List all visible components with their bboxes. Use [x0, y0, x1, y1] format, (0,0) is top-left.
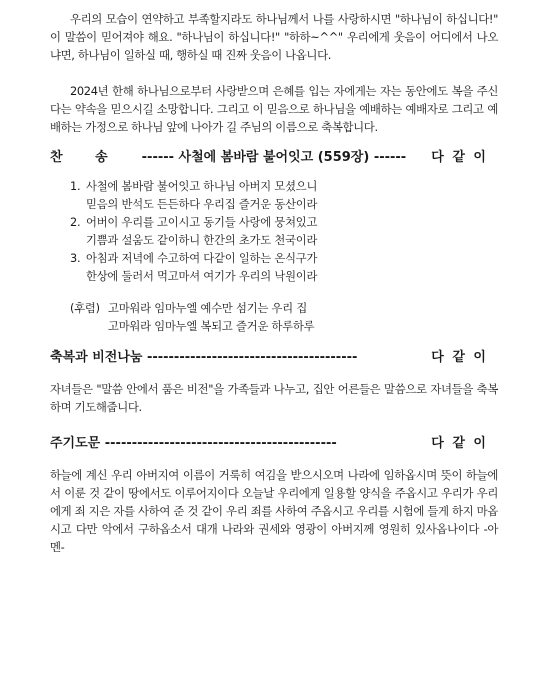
verse-line: 한상에 둘러서 먹고마셔 여기가 우리의 낙원이라 [86, 270, 318, 283]
verse-number: 2. [70, 216, 81, 229]
hymn-verse [70, 178, 370, 214]
hymn-verse [70, 250, 370, 286]
blessing-title: 축복과 비전나눔 --------------------------------------- [50, 349, 358, 365]
verse-line: 어버이 우리를 고이시고 동기들 사랑에 뭉쳐있고 [86, 216, 318, 229]
prayer-text: 하늘에 계신 우리 아버지여 이름이 거룩히 여김을 받으시오며 나라에 임하옵시며 뜻이 하늘에서 이룬 것 같이 땅에서도 이루어지이다 오늘날 우리에게 일용할 양식을 주옵시고 우리가 우리에게 죄 지은 자를 사하여 준 것 같이 우리 죄를 사하여 주옵시고 우리를 시험에 들게 하지 마옵시고 다만 악에서 구하옵소서 대개 나라와 권세와 영광이 아버지께 영원히 있사옵나이다 -아멘- [50, 468, 498, 554]
prayer-title: 주기도문 ------------------------------------------- [50, 435, 337, 451]
hymn-title: ------ 사철에 봄바람 불어잇고 (559장) ------ [141, 149, 407, 165]
verse-line: 사철에 봄바람 불어잇고 하나님 아버지 모셨으니 [86, 180, 318, 193]
prayer-heading [50, 430, 488, 452]
blessing-who: 다 같 이 [431, 349, 488, 365]
intro-paragraph-2: 2024년 한해 하나님으로부터 사랑받으며 은혜를 입는 자에게는 자는 동안에도 복을 주신다는 약속을 믿으시길 소망합니다. 그리고 이 믿음으로 하나님을 예배하는 예배자로 그리고 예배하는 가정으로 하나님 앞에 나아가 길 주님의 이름으로 축복합니다. [50, 84, 498, 134]
verse-line: 아침과 저녁에 수고하여 다같이 일하는 온식구가 [86, 252, 318, 265]
blessing-heading [50, 344, 488, 366]
hymn-verses [70, 178, 370, 286]
verse-number: 3. [70, 252, 81, 265]
verse-line: 기쁨과 설움도 같이하니 한간의 초가도 천국이라 [86, 234, 318, 247]
intro-paragraph-1: 우리의 모습이 연약하고 부족할지라도 하나님께서 나를 사랑하시면 "하나님이 하십니다!" 이 말씀이 믿어져야 해요. "하나님이 하십니다!" "하하~^^" 우리에게 웃음이 어디에서 나오냐면, 하나님이 일하실 때, 행하실 때 진짜 웃음이 나옵니다. [50, 12, 498, 62]
refrain-line: 고마워라 임마누엘 예수만 섬기는 우리 집 [108, 302, 308, 315]
verse-line: 믿음의 반석도 든든하다 우리집 즐거운 동산이라 [86, 198, 318, 211]
hymn-refrain [70, 300, 314, 336]
hymn-verse [70, 214, 370, 250]
hymn-who: 다 같 이 [431, 149, 488, 165]
hymn-heading [50, 144, 488, 166]
blessing-text: 자녀들은 "말씀 안에서 품은 비전"을 가족들과 나누고, 집안 어른들은 말씀으로 자녀들을 축복하며 기도해줍니다. [50, 382, 498, 414]
prayer-who: 다 같 이 [431, 435, 488, 451]
hymn-label: 찬 송 [50, 149, 108, 165]
refrain-line: 고마워라 임마누엘 복되고 즐거운 하루하루 [108, 320, 315, 333]
verse-number: 1. [70, 180, 81, 193]
refrain-label: (후렴) [70, 302, 100, 315]
